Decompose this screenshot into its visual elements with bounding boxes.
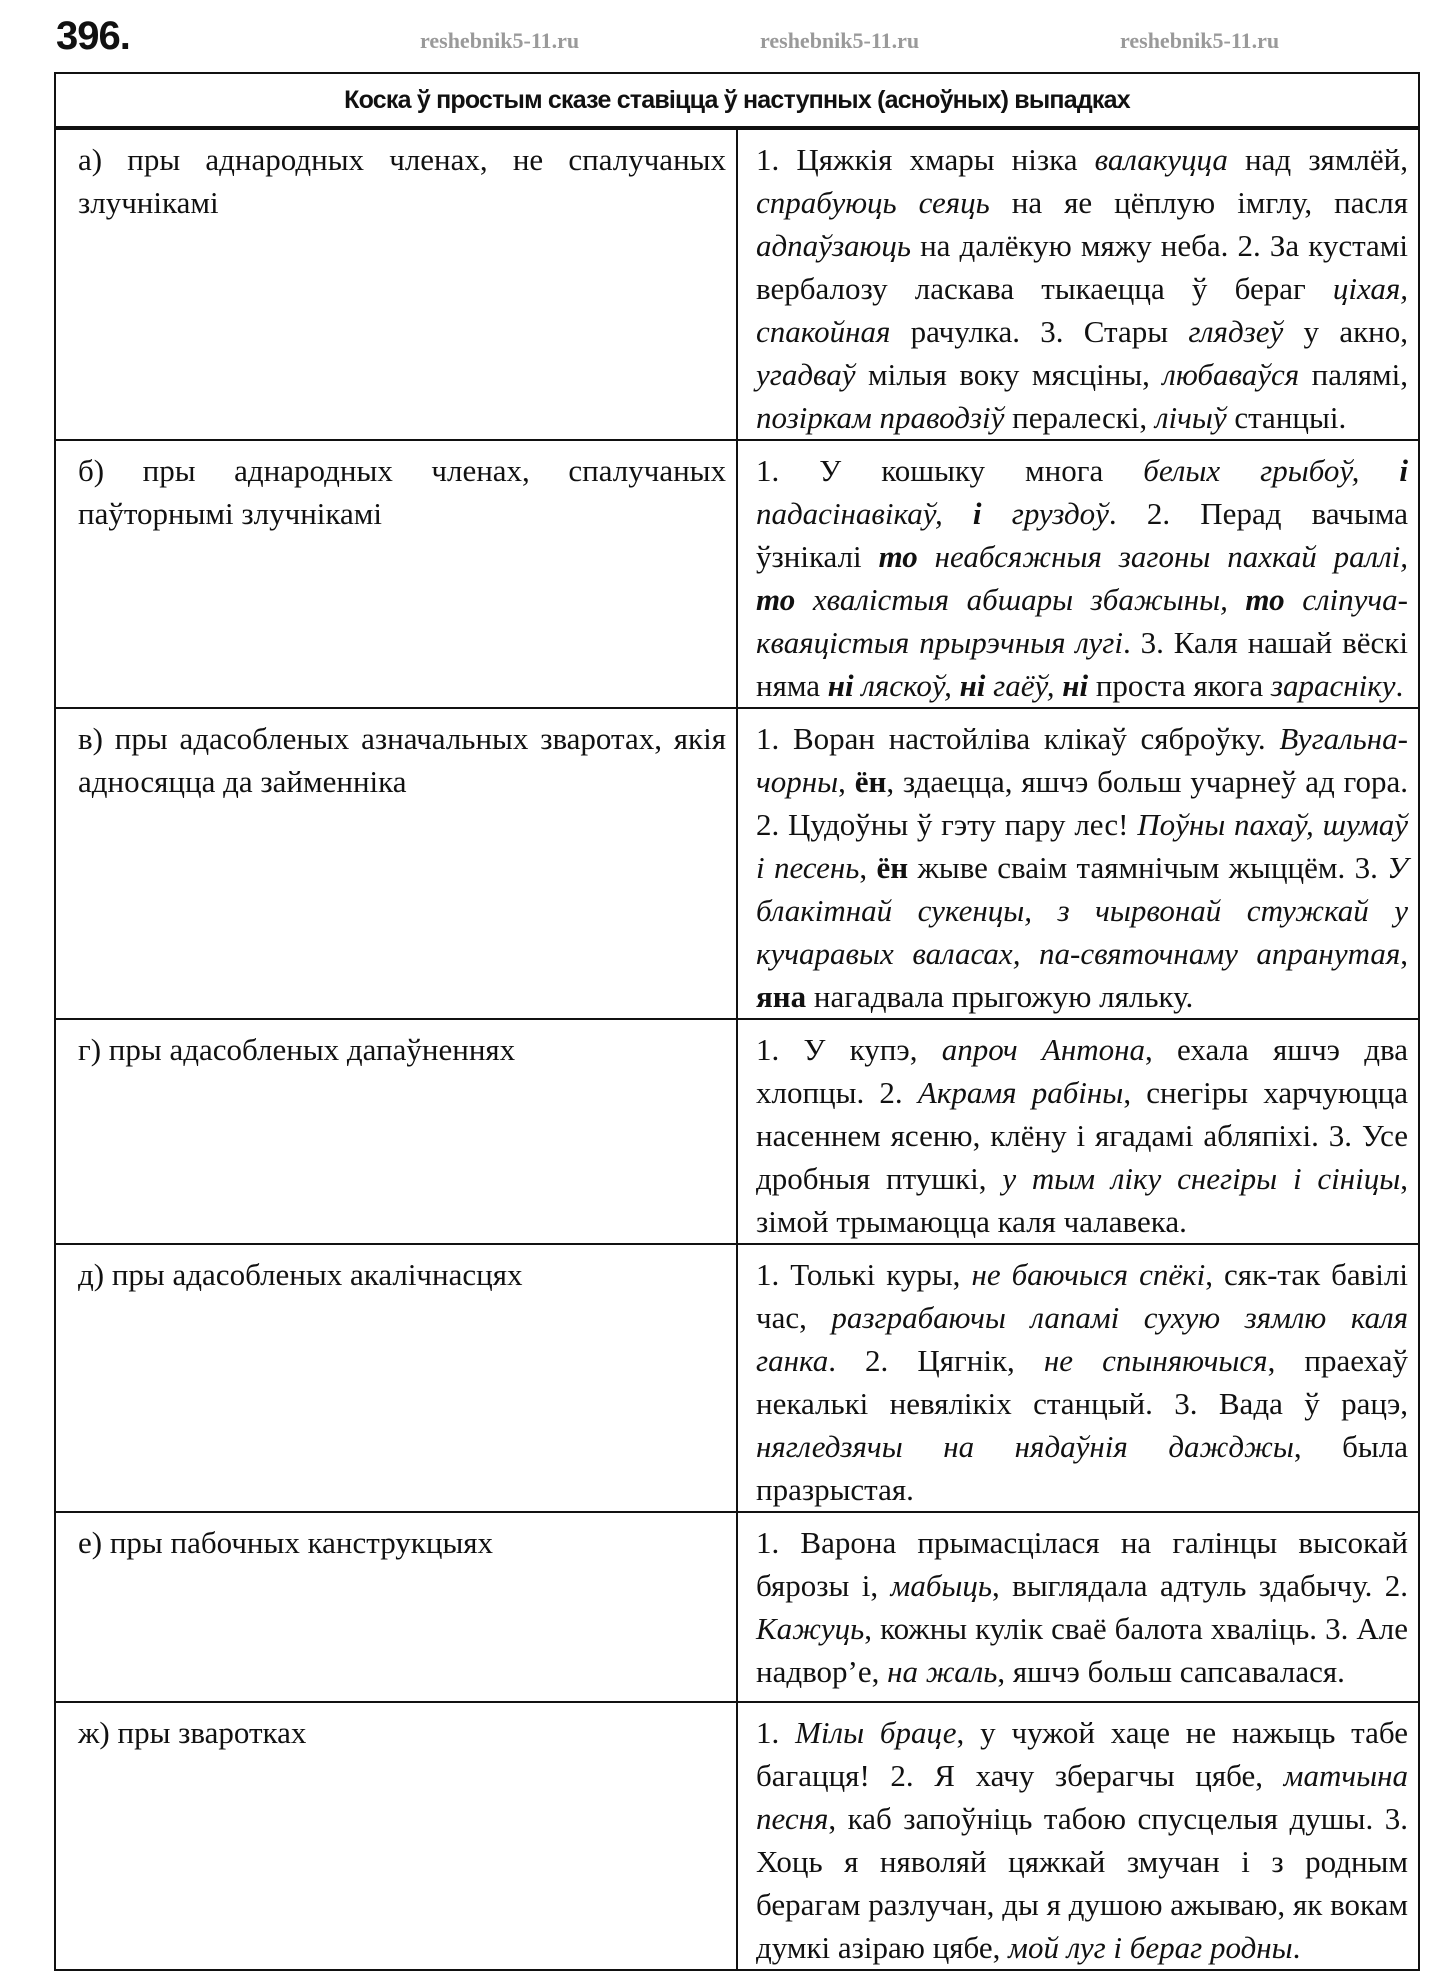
- example-text: на яе цёплую імглу, пасля: [989, 185, 1409, 220]
- example-text: , у чужой хаце не нажыць табе багацця! 2. Я хачу зберагчы цябе,: [756, 1715, 1408, 1793]
- highlighted-text: лічыў: [1154, 400, 1227, 435]
- highlighted-text: ні: [1062, 668, 1089, 703]
- highlighted-text: Вугальна-чорны: [756, 721, 1408, 799]
- highlighted-text: і: [1399, 453, 1408, 488]
- highlighted-text: ён: [876, 850, 909, 885]
- highlighted-text: у тым ліку снегіры і сініцы: [1002, 1161, 1401, 1196]
- case-cell: д) пры адасобленых акалічнасцях: [55, 1244, 737, 1512]
- highlighted-text: ні: [959, 668, 986, 703]
- example-text: , снегіры харчуюцца насеннем ясеню, клёну і ягадамі абляпіхі. 3. Усе дробныя птушкі,: [756, 1075, 1408, 1196]
- highlighted-text: Мілы браце: [795, 1715, 957, 1750]
- highlighted-text: ляскоў,: [853, 668, 960, 703]
- highlighted-text: ціхая, спакойная: [756, 271, 1408, 349]
- example-text: нагадвала прыгожую ляльку.: [806, 979, 1194, 1014]
- example-text: , выглядала адтуль здабычу. 2.: [992, 1568, 1409, 1603]
- highlighted-text: сліпуча-кваяцістыя прырэчныя лугі: [756, 582, 1408, 660]
- example-text: , сяк-так бавілі час,: [756, 1257, 1409, 1335]
- table-row: [55, 1512, 1419, 1702]
- example-text: станцыі.: [1226, 400, 1347, 435]
- example-cell: [737, 1512, 1419, 1702]
- highlighted-text: то: [756, 582, 796, 617]
- highlighted-text: то: [1245, 582, 1285, 617]
- highlighted-text: то: [878, 539, 918, 574]
- example-text: палямі,: [1299, 357, 1408, 392]
- example-text: , каб запоўніць табою спусцелыя душы. 3. Хоць я няволяй цяжкай змучан і з родным берагам разлучан, ды я душою ажываю, як вокам думкі азіраю цябе,: [756, 1801, 1408, 1965]
- case-cell: в) пры адасобленых азначальных зваротах, якія адносяцца да займенніка: [55, 708, 737, 1019]
- table-header: Коска ў простым сказе ставіцца ў наступных (асноўных) выпадках: [55, 73, 1419, 128]
- exercise-number: 396.: [56, 14, 130, 58]
- example-text: мілыя воку мясціны,: [855, 357, 1163, 392]
- case-cell: а) пры аднародных членах, не спалучаных злучнікамі: [55, 128, 737, 440]
- watermark: reshebnik5-11.ru: [760, 28, 920, 53]
- example-text: над зямлёй,: [1227, 142, 1409, 177]
- example-text: , кожны кулік сваё балота хваліць. 3. Але надвор’е,: [756, 1611, 1408, 1689]
- example-text: 1. У купэ,: [756, 1032, 942, 1067]
- example-text: 1.: [756, 1715, 796, 1750]
- highlighted-text: мабыць: [890, 1568, 993, 1603]
- highlighted-text: і: [972, 496, 982, 531]
- highlighted-text: падасінавікаў,: [756, 496, 973, 531]
- highlighted-text: адпаўзаюць: [756, 228, 911, 263]
- punctuation-rules-table: [54, 72, 1420, 1971]
- example-text: , была празрыстая.: [756, 1429, 1408, 1507]
- table-row: [55, 1244, 1419, 1512]
- case-cell: б) пры аднародных членах, спалучаных паўторнымі злучнікамі: [55, 440, 737, 708]
- highlighted-text: Акрамя рабіны: [917, 1075, 1124, 1110]
- highlighted-text: апроч Антона: [941, 1032, 1146, 1067]
- example-text: , яшчэ больш сапсавалася.: [997, 1654, 1345, 1689]
- highlighted-text: зарасніку: [1270, 668, 1396, 703]
- example-text: , зімой трымаюцца каля чалавека.: [756, 1161, 1409, 1239]
- highlighted-text: угадваў: [756, 357, 856, 392]
- highlighted-text: Кажуць: [756, 1611, 865, 1646]
- example-text: . 2. Перад вачыма ўзнікалі: [756, 496, 1409, 574]
- example-cell: [737, 708, 1419, 1019]
- highlighted-text: мой луг і бераг родны: [1008, 1930, 1293, 1965]
- highlighted-text: глядзеў: [1188, 314, 1284, 349]
- example-text: у акно,: [1283, 314, 1408, 349]
- example-cell: [737, 1702, 1419, 1970]
- highlighted-text: позіркам праводзіў: [756, 400, 1005, 435]
- example-text: рачулка. 3. Стары: [890, 314, 1189, 349]
- highlighted-text: разграбаючы лапамі сухую зямлю каля ганка: [756, 1300, 1408, 1378]
- example-text: 1. Толькі куры,: [756, 1257, 972, 1292]
- highlighted-text: матчына песня: [756, 1758, 1408, 1836]
- example-text: . 3. Каля нашай вёскі няма: [756, 625, 1408, 703]
- table-row: [55, 1019, 1419, 1244]
- highlighted-text: валакуцца: [1094, 142, 1228, 177]
- highlighted-text: не спыняючыся: [1043, 1343, 1268, 1378]
- example-text: 1. У кошыку многа: [756, 453, 1144, 488]
- case-cell: ж) пры зваротках: [55, 1702, 737, 1970]
- example-text: , праехаў некалькі невялікіх станцый. 3. Вада ў рацэ,: [756, 1343, 1408, 1421]
- example-text: .: [1395, 668, 1404, 703]
- example-text: на далёкую мяжу неба. 2. За кустамі вербалозу ласкава тыкаецца ў бераг: [756, 228, 1408, 306]
- example-cell: [737, 1244, 1419, 1512]
- watermark: reshebnik5-11.ru: [1120, 28, 1280, 53]
- table-row: [55, 708, 1419, 1019]
- case-cell: е) пры пабочных канструкцыях: [55, 1512, 737, 1702]
- highlighted-text: гаёў,: [985, 668, 1063, 703]
- highlighted-text: неабсяжныя загоны пахкай раллі,: [917, 539, 1409, 574]
- highlighted-text: спрабуюць сеяць: [756, 185, 990, 220]
- example-cell: [737, 128, 1419, 440]
- example-text: , здаецца, яшчэ больш учарнеў ад гора. 2. Цудоўны ў гэту пару лес!: [756, 764, 1409, 842]
- example-text: , ехала яшчэ два хлопцы. 2.: [756, 1032, 1408, 1110]
- highlighted-text: нягледзячы на нядаўнія дажджы: [756, 1429, 1294, 1464]
- watermark: reshebnik5-11.ru: [420, 28, 580, 53]
- highlighted-text: ні: [827, 668, 854, 703]
- example-text: жыве сваім таямнічым жыццём. 3.: [908, 850, 1388, 885]
- table-row: [55, 128, 1419, 440]
- highlighted-text: ён: [854, 764, 887, 799]
- highlighted-text: на жаль: [887, 1654, 998, 1689]
- example-text: проста якога: [1088, 668, 1271, 703]
- example-text: 1. Цяжкія хмары нізка: [756, 142, 1095, 177]
- highlighted-text: яна: [756, 979, 807, 1014]
- example-text: 1. Воран настойліва клікаў сяброўку.: [756, 721, 1280, 756]
- example-text: пералескі,: [1004, 400, 1155, 435]
- highlighted-text: белых грыбоў,: [1143, 453, 1400, 488]
- example-text: . 2. Цягнік,: [828, 1343, 1044, 1378]
- highlighted-text: любаваўся: [1162, 357, 1300, 392]
- table-row: [55, 440, 1419, 708]
- highlighted-text: Поўны пахаў, шумаў і песень: [756, 807, 1408, 885]
- table-row: [55, 1702, 1419, 1970]
- case-cell: г) пры адасобленых дапаўненнях: [55, 1019, 737, 1244]
- highlighted-text: У блакітнай сукенцы, з чырвонай стужкай у кучаравых валасах, па-святочнаму апранутая: [756, 850, 1409, 971]
- example-cell: [737, 1019, 1419, 1244]
- example-text: ,: [1400, 936, 1408, 971]
- example-text: 1. Варона прымасцілася на галінцы высокай бярозы і,: [756, 1525, 1408, 1603]
- example-text: ,: [838, 764, 855, 799]
- highlighted-text: груздоў: [981, 496, 1109, 531]
- example-text: ,: [859, 850, 877, 885]
- highlighted-text: не баючыся спёкі: [971, 1257, 1206, 1292]
- highlighted-text: хвалістыя абшары збажыны,: [795, 582, 1246, 617]
- example-text: .: [1292, 1930, 1301, 1965]
- example-cell: [737, 440, 1419, 708]
